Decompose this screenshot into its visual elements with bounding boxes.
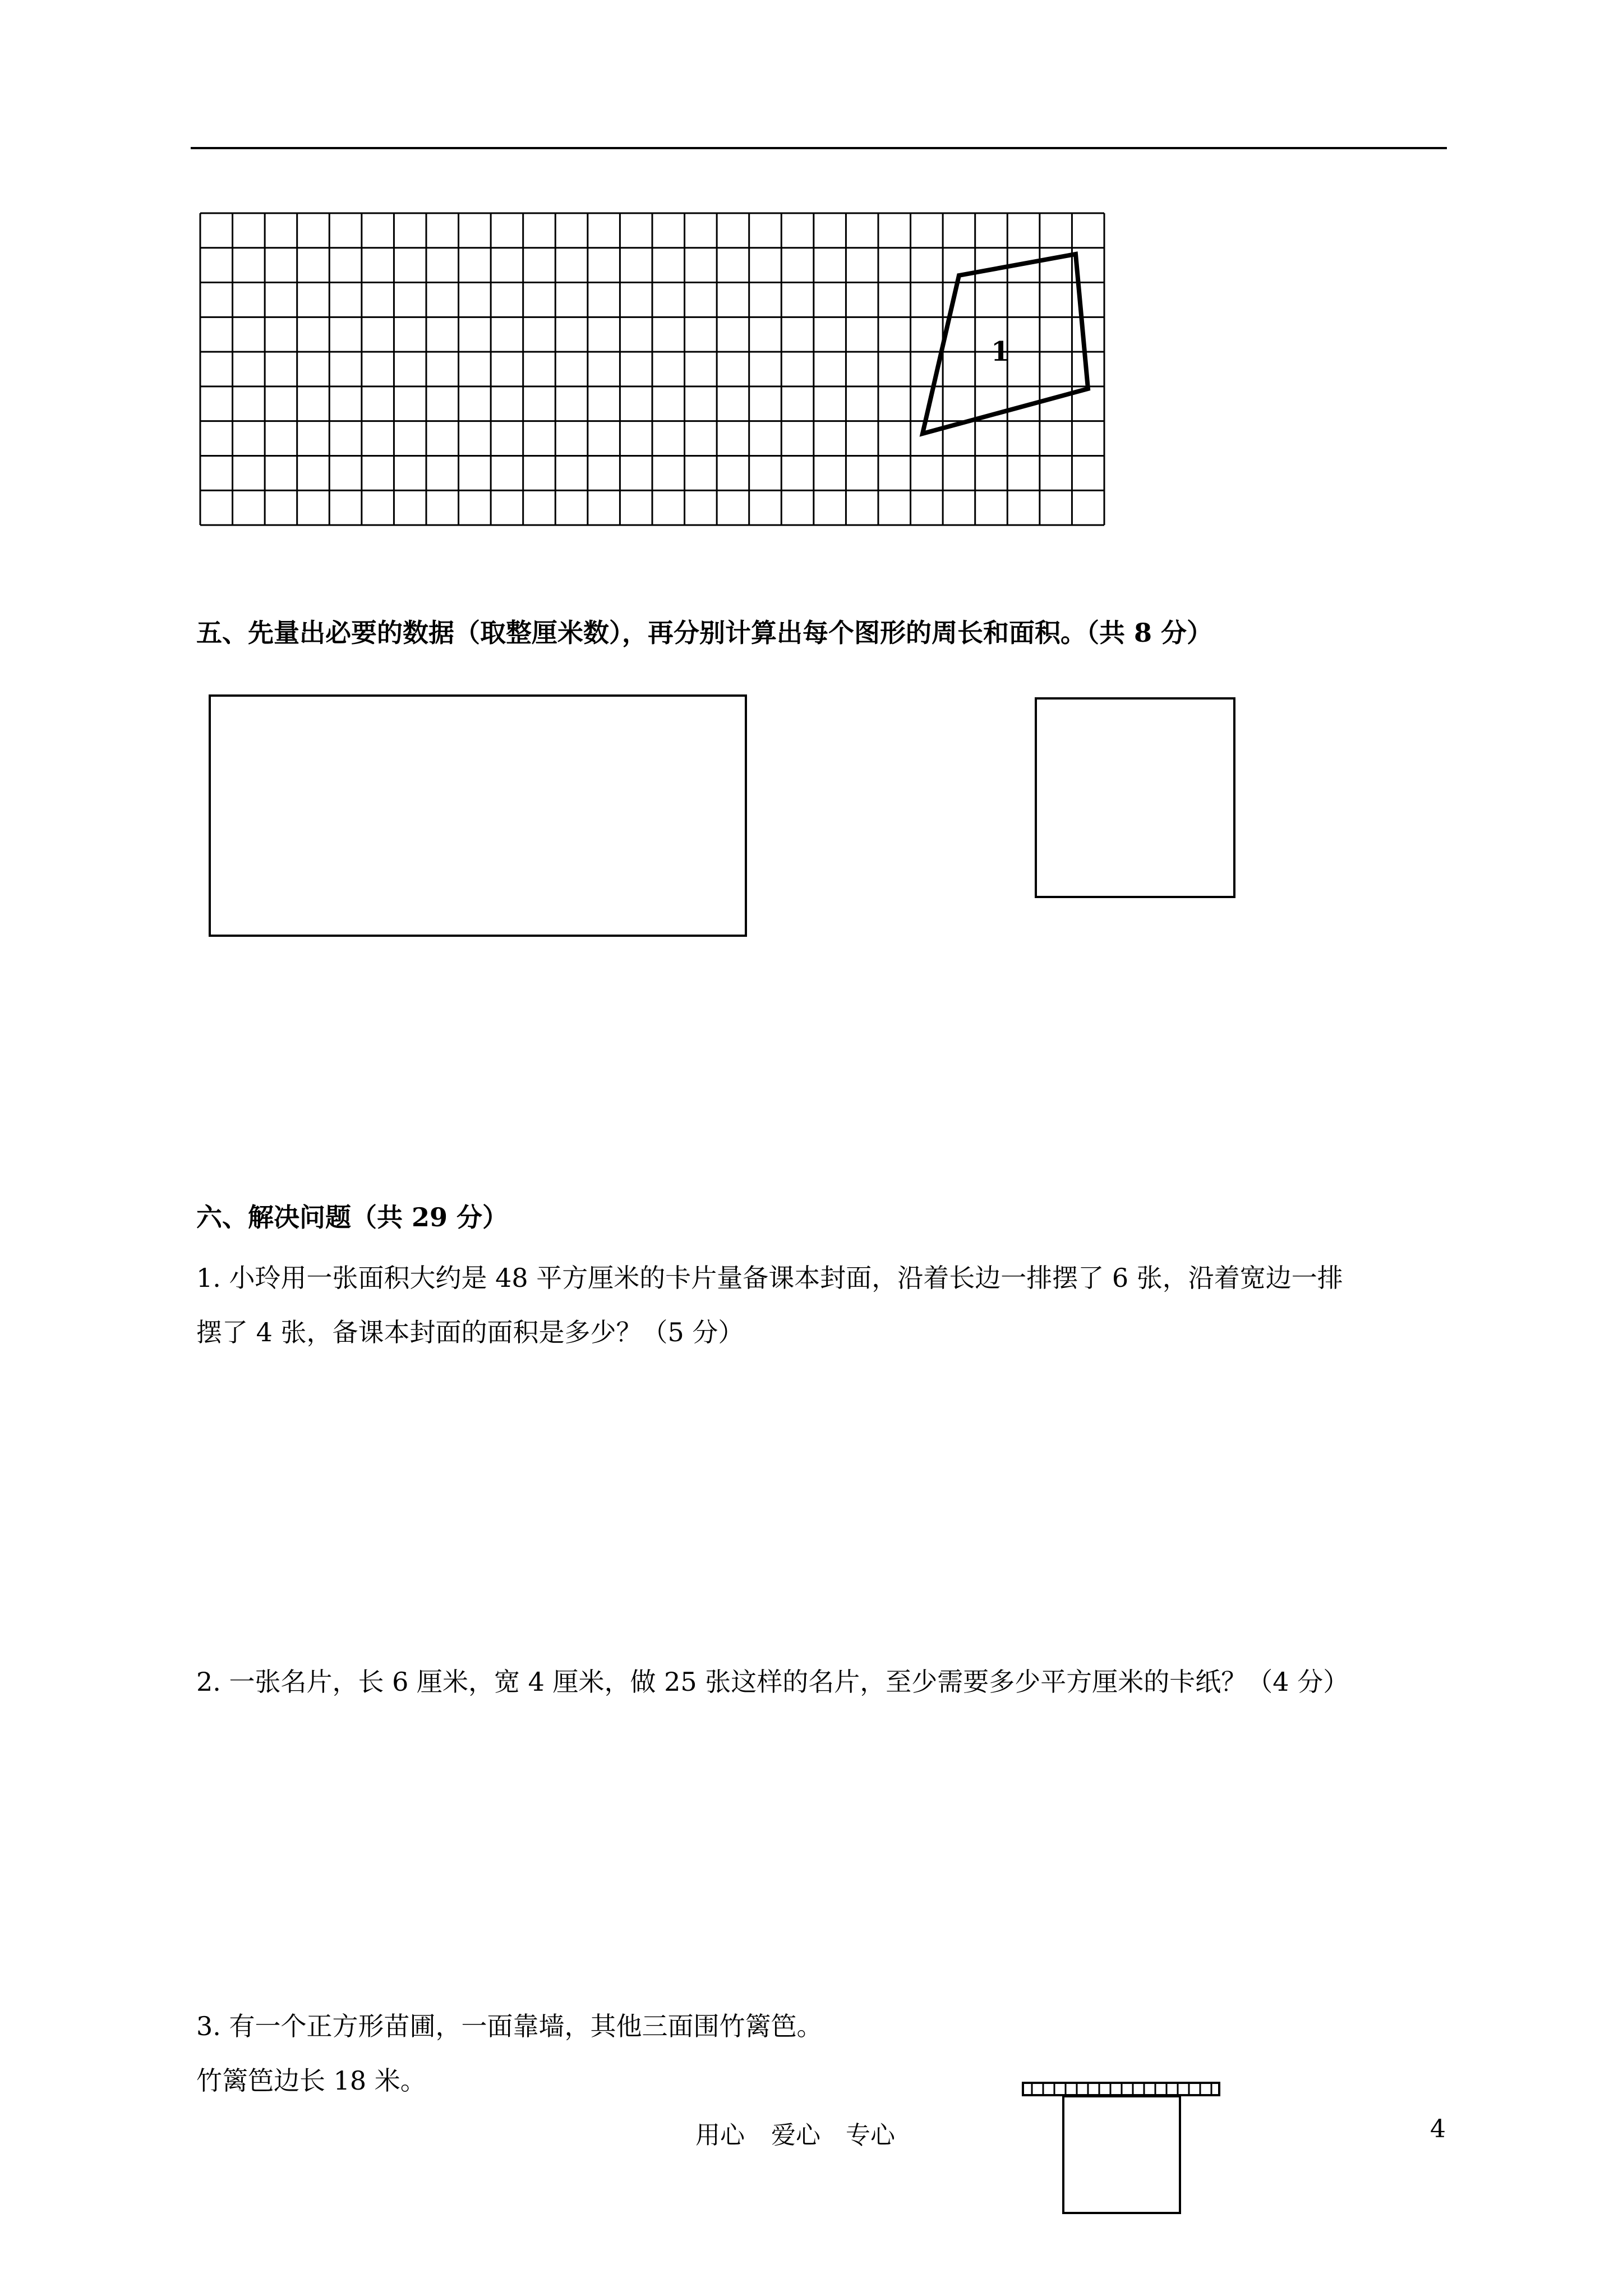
header-rule <box>191 147 1447 149</box>
section6-title: 六、解决问题（共 29 分） <box>196 1202 509 1232</box>
rectangle-shape <box>209 694 747 937</box>
garden-diagram <box>1021 2079 1223 2220</box>
grid-lines <box>200 213 1104 525</box>
grid-svg <box>199 212 1124 526</box>
page-number: 4 <box>1430 2115 1446 2143</box>
square-shape <box>1035 697 1235 898</box>
garden-svg <box>1021 2079 1223 2220</box>
question-3-line-2: 竹篱笆边长 18 米。 <box>196 2065 426 2096</box>
footer-motto-1: 用心 <box>695 2121 745 2150</box>
garden-square-shape <box>1063 2096 1180 2213</box>
footer-motto-2: 爱心 <box>771 2121 820 2150</box>
grid-figure <box>199 212 1124 526</box>
footer-motto-3: 专心 <box>846 2121 895 2150</box>
question-1-line-1: 1. 小玲用一张面积大约是 48 平方厘米的卡片量备课本封面，沿着长边一排摆了 6 张，沿着宽边一排 <box>196 1263 1343 1293</box>
section5-title: 五、先量出必要的数据（取整厘米数），再分别计算出每个图形的周长和面积。（共 8 分） <box>196 618 1213 648</box>
question-1-line-2: 摆了 4 张，备课本封面的面积是多少？（5 分） <box>196 1317 744 1347</box>
question-3-line-1: 3. 有一个正方形苗圃，一面靠墙，其他三面围竹篱笆。 <box>196 2011 823 2041</box>
question-2: 2. 一张名片，长 6 厘米，宽 4 厘米，做 25 张这样的名片，至少需要多少平方厘米的卡纸？（4 分） <box>196 1667 1349 1697</box>
wall-hatch <box>1032 2083 1211 2095</box>
shape-label: 1 <box>991 336 1010 367</box>
